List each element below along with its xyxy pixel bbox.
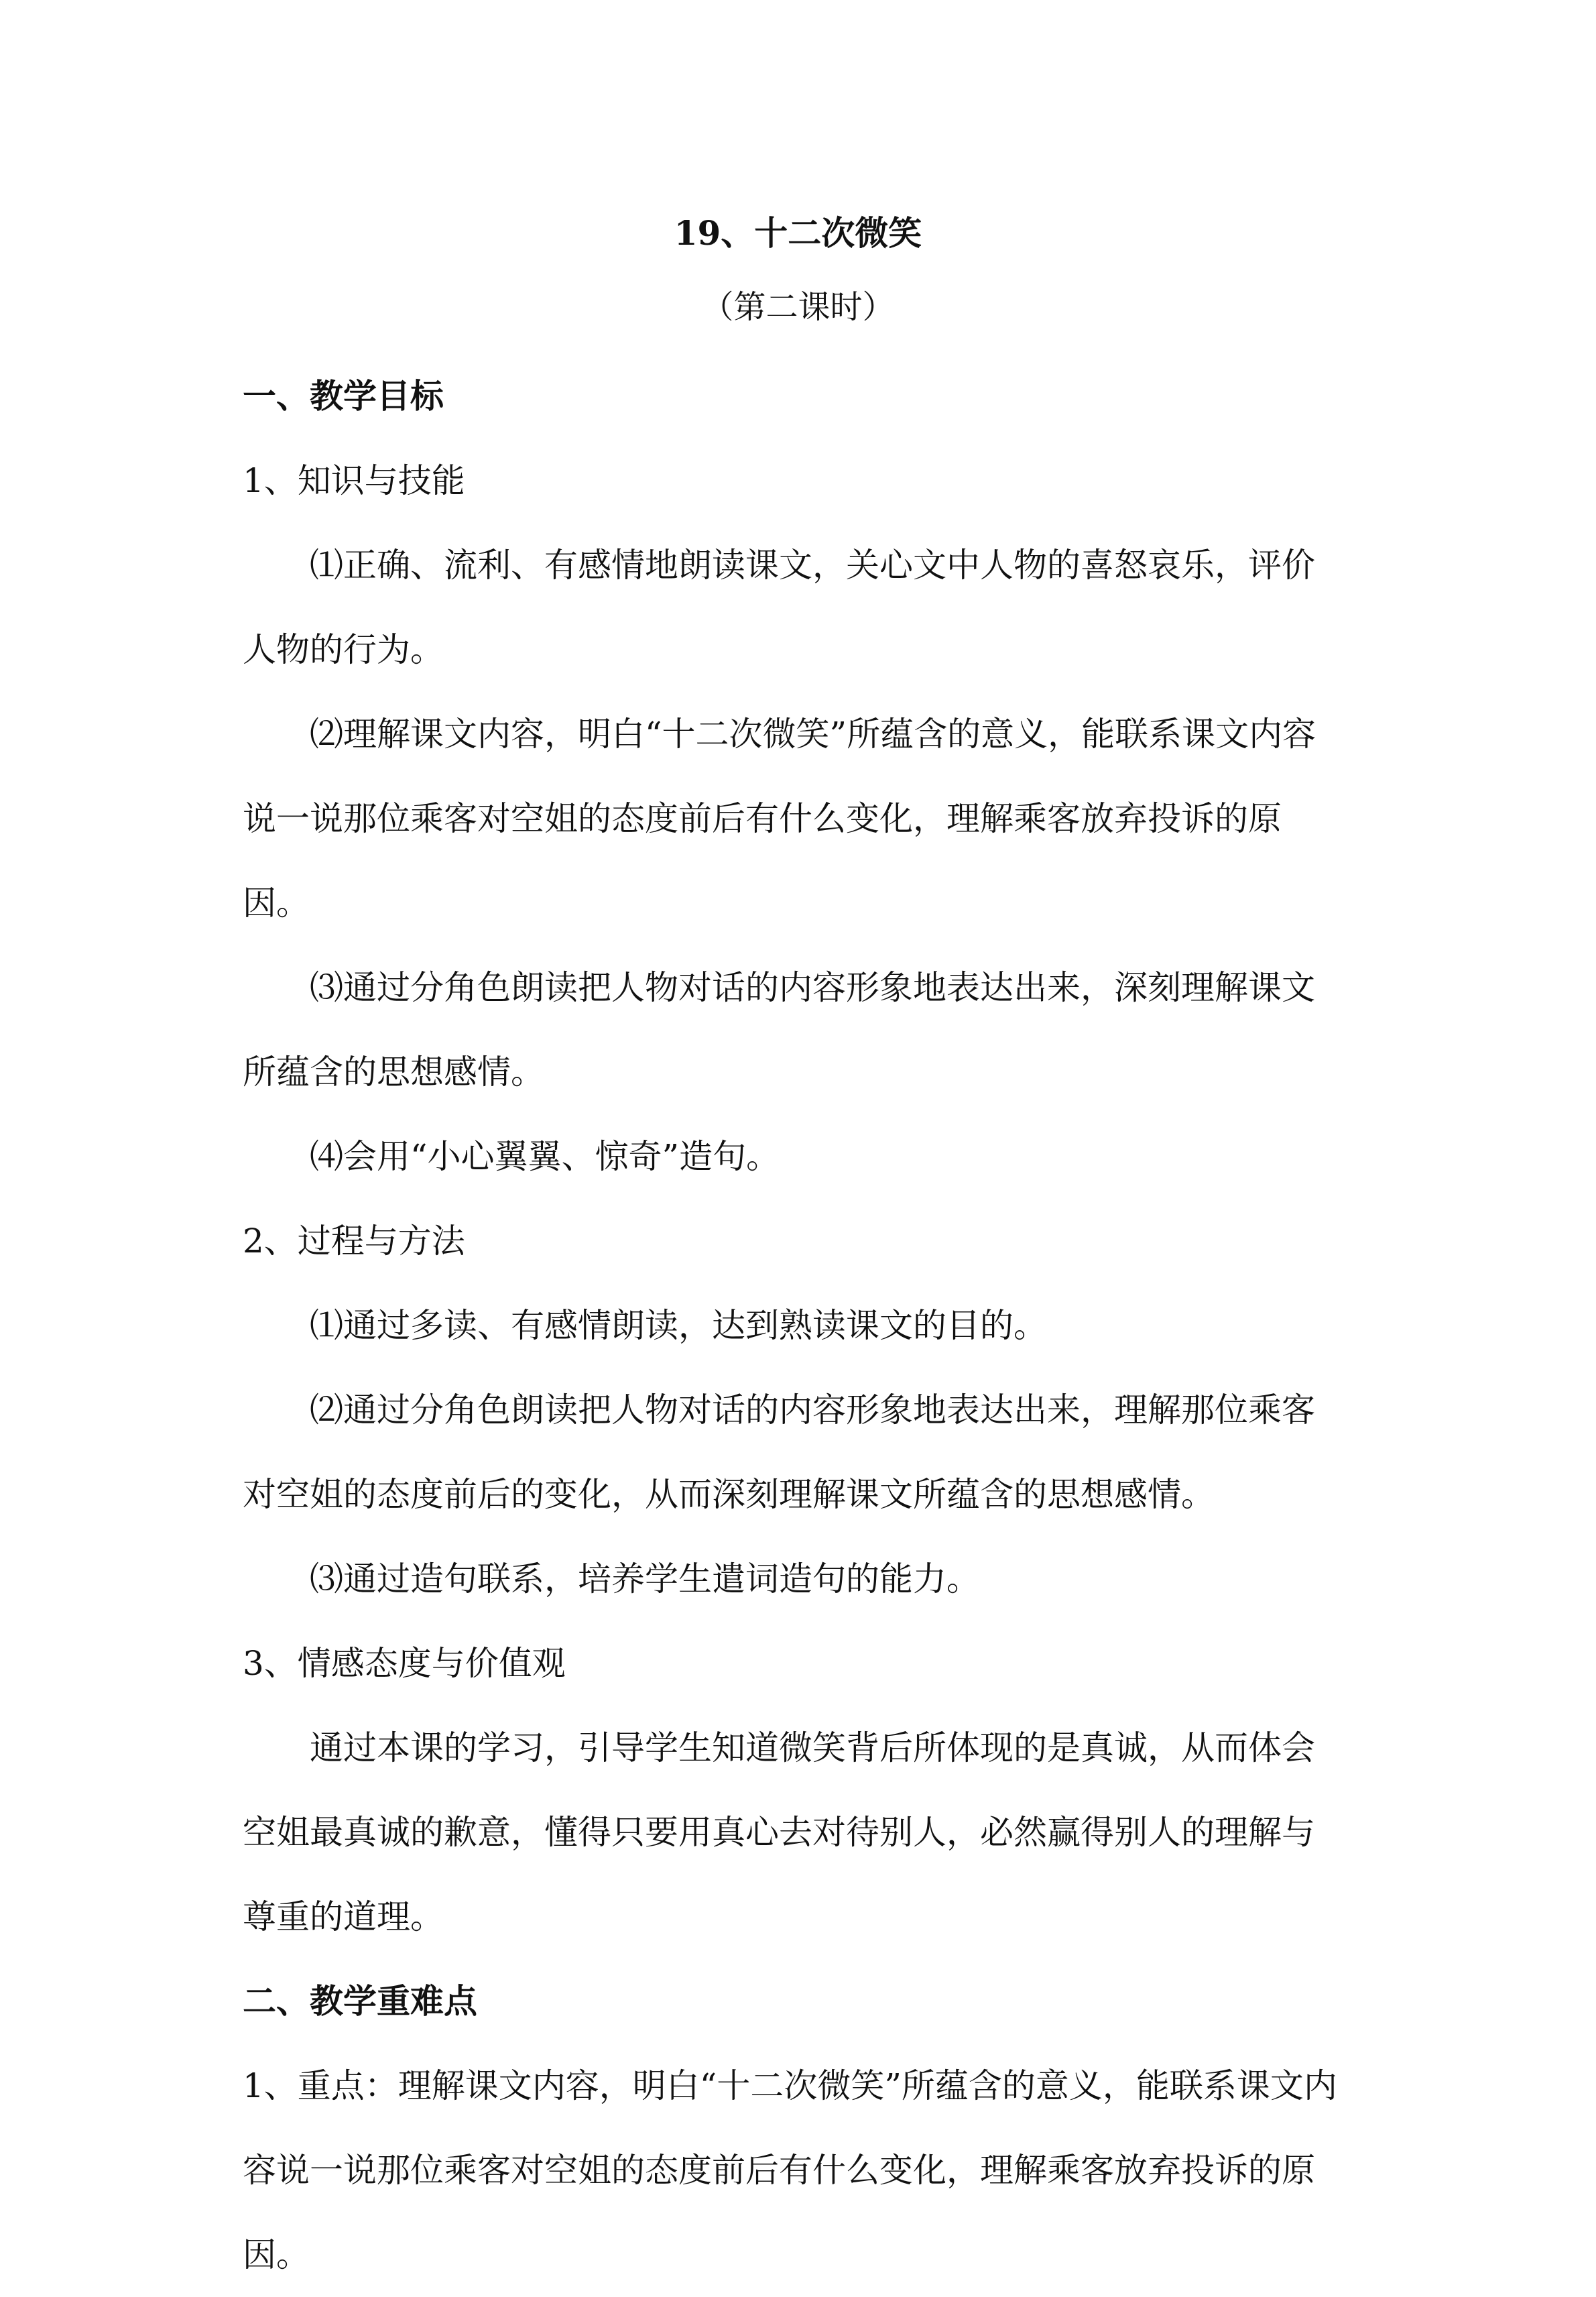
paragraph: ⑵通过分角色朗读把人物对话的内容形象地表达出来，理解那位乘客对空姐的态度前后的变化，从而深刻理解课文所蕴含的思想感情。 <box>243 1391 1315 1514</box>
paragraph: ⑶通过造句联系，培养学生遣词造句的能力。 <box>310 1559 980 1598</box>
document-body <box>243 354 1347 2297</box>
paragraph: ⑴正确、流利、有感情地朗读课文，关心文中人物的喜怒哀乐，评价人物的行为。 <box>243 546 1315 669</box>
paragraph: ⑶通过分角色朗读把人物对话的内容形象地表达出来，深刻理解课文所蕴含的思想感情。 <box>243 968 1315 1092</box>
paragraph: 通过本课的学习，引导学生知道微笑背后所体现的是真诚，从而体会空姐最真诚的歉意，懂得只要用真心去对待别人，必然赢得别人的理解与尊重的道理。 <box>243 1728 1315 1936</box>
paragraph: ⑴通过多读、有感情朗读，达到熟读课文的目的。 <box>310 1306 1047 1345</box>
document-title: 19、十二次微笑 <box>674 213 922 253</box>
subsection-process-methods: 2、过程与方法 <box>243 1222 465 1260</box>
subsection-knowledge-skills: 1、知识与技能 <box>243 461 465 500</box>
paragraph: ⑷会用“小心翼翼、惊奇”造句。 <box>310 1137 780 1176</box>
section-heading-key-points: 二、教学重难点 <box>243 1981 477 2021</box>
paragraph-key-point: 1、重点：理解课文内容，明白“十二次微笑”所蕴含的意义，能联系课文内容说一说那位乘客对空姐的态度前后有什么变化，理解乘客放弃投诉的原因。 <box>243 2066 1337 2274</box>
section-heading-objectives: 一、教学目标 <box>243 376 444 416</box>
document-subtitle: （第二课时） <box>701 288 895 326</box>
paragraph: ⑵理解课文内容，明白“十二次微笑”所蕴含的意义，能联系课文内容说一说那位乘客对空姐的态度前后有什么变化，理解乘客放弃投诉的原因。 <box>243 715 1316 923</box>
subsection-emotion-values: 3、情感态度与价值观 <box>243 1644 566 1683</box>
